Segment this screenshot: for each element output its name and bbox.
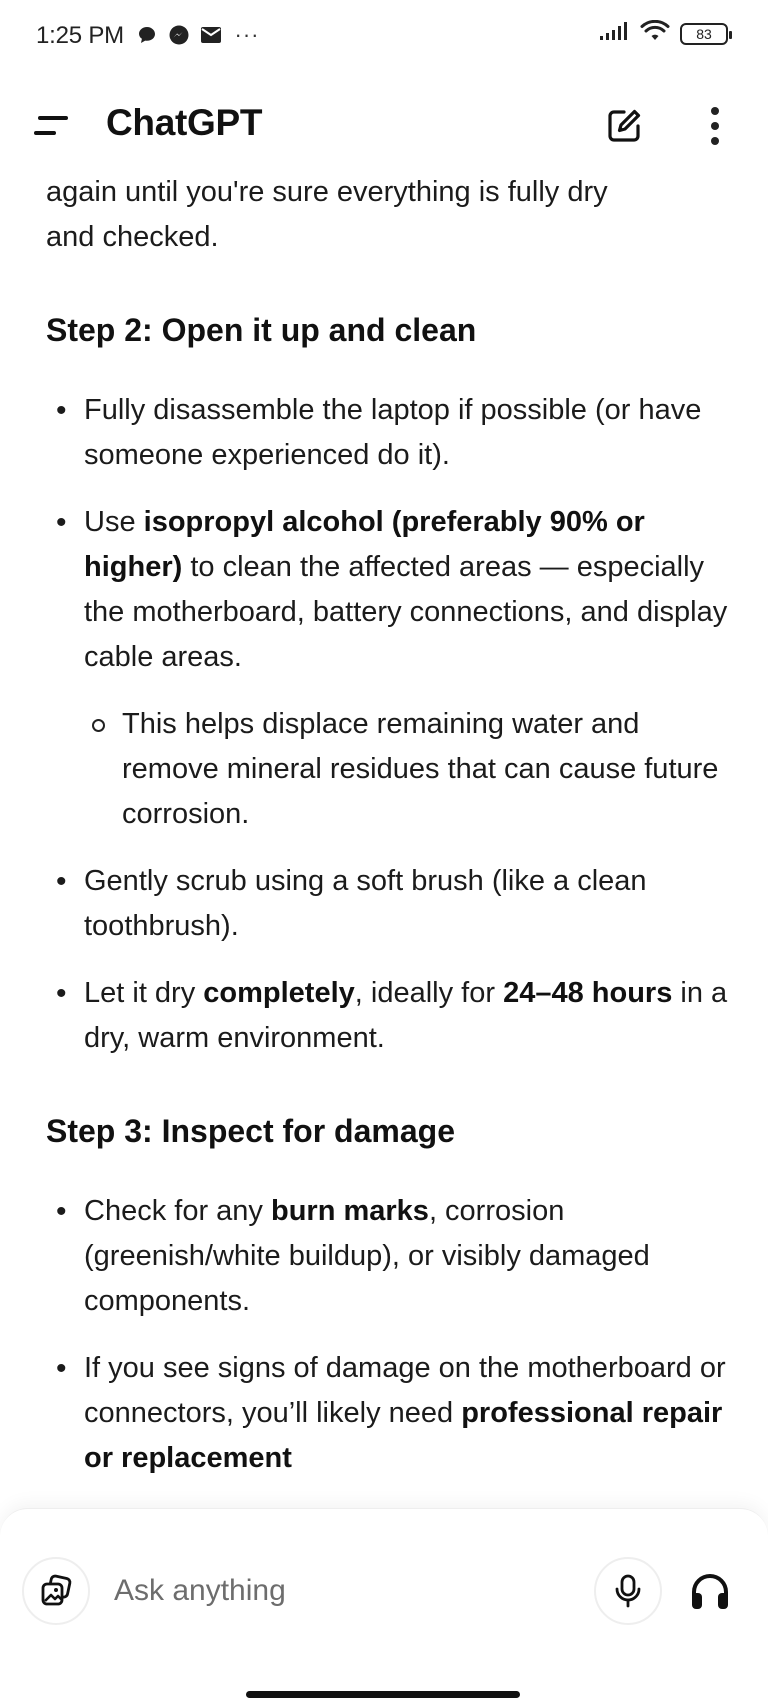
app-header	[0, 84, 768, 168]
sub-bullet-text: This helps displace remaining water and remove mineral residues that can cause future corrosion.	[122, 708, 719, 830]
voice-mode-button[interactable]	[686, 1565, 734, 1617]
lead-paragraph	[46, 170, 736, 260]
more-notifications-indicator: ···	[234, 22, 260, 47]
ask-input[interactable]	[114, 1567, 574, 1615]
step-2-list	[46, 388, 736, 1061]
notification-icons	[136, 24, 258, 46]
list-item	[46, 500, 736, 837]
chat-message	[46, 148, 736, 1508]
bullet-text: Fully disassemble the laptop if possible (or have someone experienced do it).	[84, 394, 702, 471]
bold-text: burn marks	[270, 1195, 429, 1227]
step-2-heading: Step 2: Open it up and clean	[46, 312, 477, 348]
new-chat-icon[interactable]	[604, 106, 644, 146]
bullet-text: Use	[84, 506, 144, 538]
home-indicator[interactable]	[246, 1691, 520, 1698]
mail-icon	[200, 24, 222, 46]
bullet-text: Gently scrub using a soft brush (like a clean toothbrush).	[84, 865, 647, 942]
bullet-text: Let it dry	[84, 977, 204, 1009]
chat-bubble-icon	[136, 24, 158, 46]
bullet-text: in a dry, warm environment.	[84, 977, 728, 1054]
bold-text: isopropyl alcohol (preferably 90% or higher)	[84, 506, 645, 583]
microphone-icon	[614, 1574, 642, 1608]
bullet-text: , corrosion (greenish/white buildup), or visibly damaged components.	[84, 1195, 650, 1317]
bullet-text: to clean the affected areas — especially the motherboard, battery connections, and display cable areas.	[84, 551, 728, 673]
step-3-list	[46, 1189, 736, 1481]
step-3-heading: Step 3: Inspect for damage	[46, 1113, 455, 1149]
signal-icon	[600, 22, 630, 45]
list-item	[46, 859, 736, 949]
list-item	[46, 1346, 736, 1481]
attach-image-button[interactable]	[22, 1557, 90, 1625]
status-time: 1:25 PM	[36, 22, 124, 49]
composer-bar	[0, 1508, 768, 1707]
status-bar	[0, 0, 768, 74]
battery-icon: 83	[680, 23, 728, 45]
bullet-text: Check for any	[84, 1195, 271, 1227]
lead-line: and checked.	[46, 221, 219, 253]
bold-text: professional repair or replacement	[84, 1397, 723, 1474]
bullet-text: If you see signs of damage on the motherboard or connectors, you’ll likely need	[84, 1352, 726, 1429]
bullet-text: , ideally for	[354, 977, 504, 1009]
app-title: ChatGPT	[106, 102, 263, 143]
menu-icon[interactable]	[34, 114, 72, 138]
system-icons	[600, 20, 728, 47]
headphones-icon	[689, 1571, 731, 1611]
more-options-icon[interactable]	[700, 106, 730, 146]
list-item	[46, 1189, 736, 1324]
list-item	[46, 388, 736, 478]
wifi-icon	[640, 20, 670, 47]
sub-list	[84, 702, 736, 837]
bold-text: 24–48 hours	[503, 977, 673, 1009]
lead-line: again until you're sure everything is fully dry	[46, 176, 608, 208]
list-item	[46, 971, 736, 1061]
sub-list-item	[84, 702, 736, 837]
attach-image-icon	[39, 1574, 73, 1608]
messenger-icon	[168, 24, 190, 46]
bold-text: completely	[203, 977, 355, 1009]
microphone-button[interactable]	[594, 1557, 662, 1625]
